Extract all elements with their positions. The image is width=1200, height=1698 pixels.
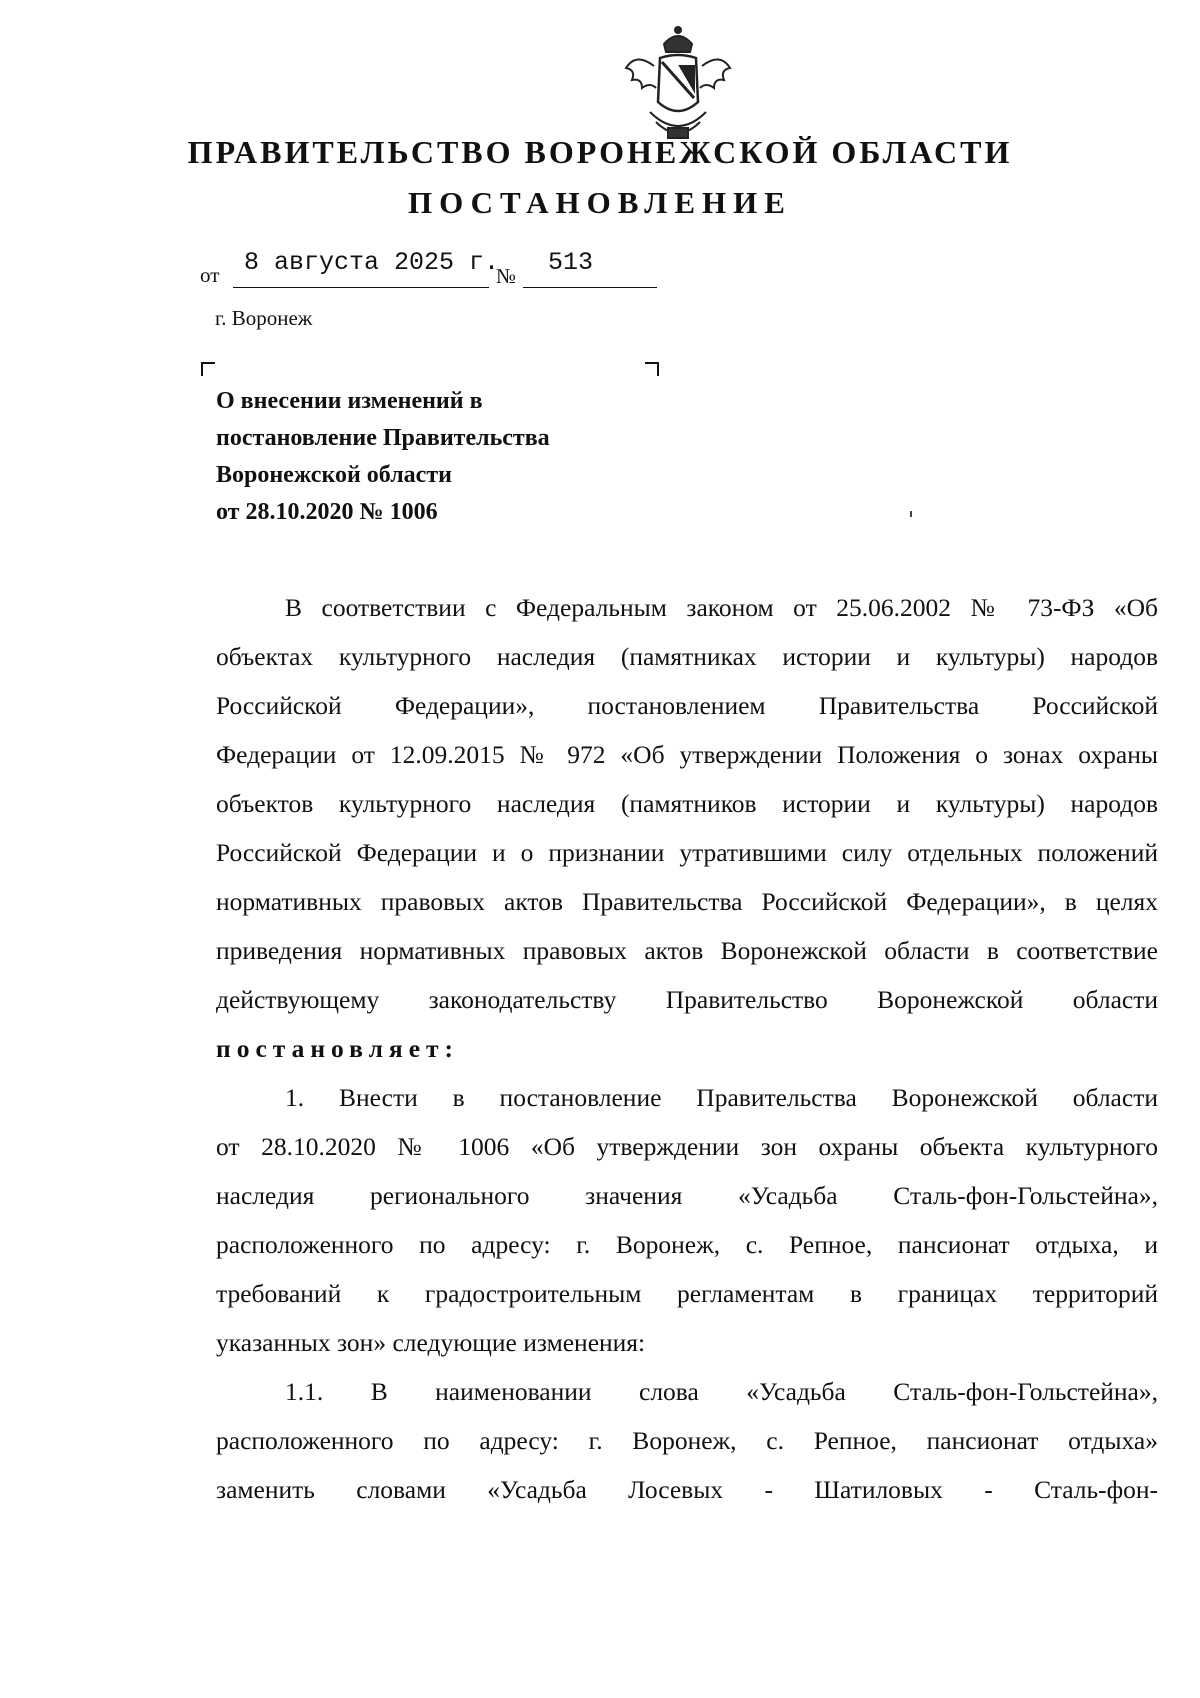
document-number: 513 [548, 248, 594, 277]
body-line: 1.1. В наименовании слова «Усадьба Сталь-фон-Гольстейна», [285, 1377, 1158, 1406]
body-line: заменить словами «Усадьба Лосевых - Шатиловых - Сталь-фон- [216, 1475, 1158, 1504]
body-line: указанных зон» следующие изменения: [216, 1328, 646, 1357]
document-date: 8 августа 2025 г. [244, 248, 500, 277]
body-line: В соответствии с Федеральным законом от 25.06.2002 № 73-ФЗ «Об [285, 593, 1158, 622]
document-type: ПОСТАНОВЛЕНИЕ [408, 185, 792, 220]
number-underline [523, 287, 657, 288]
body-line: расположенного по адресу: г. Воронеж, с. Репное, пансионат отдыха» [216, 1426, 1158, 1455]
subject-line: Воронежской области [216, 462, 452, 488]
body-line: действующему законодательству Правительство Воронежской области [216, 985, 1158, 1014]
document-subject [216, 383, 656, 531]
subject-line: О внесении изменений в [216, 388, 483, 414]
body-line: приведения нормативных правовых актов Воронежской области в соответствие [216, 936, 1158, 965]
scan-speck [910, 511, 912, 517]
body-line: объектах культурного наследия (памятниках истории и культуры) народов [216, 642, 1158, 671]
government-title: ПРАВИТЕЛЬСТВО ВОРОНЕЖСКОЙ ОБЛАСТИ [187, 134, 1013, 170]
body-line: расположенного по адресу: г. Воронеж, с. Репное, пансионат отдыха, и [216, 1230, 1158, 1259]
city: г. Воронеж [215, 306, 313, 330]
subject-right-corner-mark [645, 362, 659, 376]
body-line: объектов культурного наследия (памятников истории и культуры) народов [216, 789, 1158, 818]
resolution-word: постановляет: [216, 1034, 460, 1063]
date-underline [233, 287, 489, 288]
subject-line: постановление Правительства [216, 425, 550, 451]
body-line: требований к градостроительным регламентам в границах территорий [216, 1279, 1158, 1308]
body-line: от 28.10.2020 № 1006 «Об утверждении зон охраны объекта культурного [216, 1132, 1158, 1161]
body-line: Российской Федерации», постановлением Правительства Российской [216, 691, 1158, 720]
body-line: 1. Внести в постановление Правительства Воронежской области [285, 1083, 1158, 1112]
subject-line: от 28.10.2020 № 1006 [216, 499, 438, 525]
date-label: от [200, 263, 220, 287]
body-line: нормативных правовых актов Правительства Российской Федерации», в целях [216, 887, 1158, 916]
document-body [216, 583, 1158, 1514]
number-label: № [496, 264, 517, 288]
body-line: Российской Федерации и о признании утратившими силу отдельных положений [216, 838, 1158, 867]
body-line: наследия регионального значения «Усадьба Сталь-фон-Гольстейна», [216, 1181, 1158, 1210]
coat-of-arms-icon [620, 22, 736, 148]
subject-left-corner-mark [201, 362, 215, 376]
body-line: Федерации от 12.09.2015 № 972 «Об утверждении Положения о зонах охраны [216, 740, 1158, 769]
